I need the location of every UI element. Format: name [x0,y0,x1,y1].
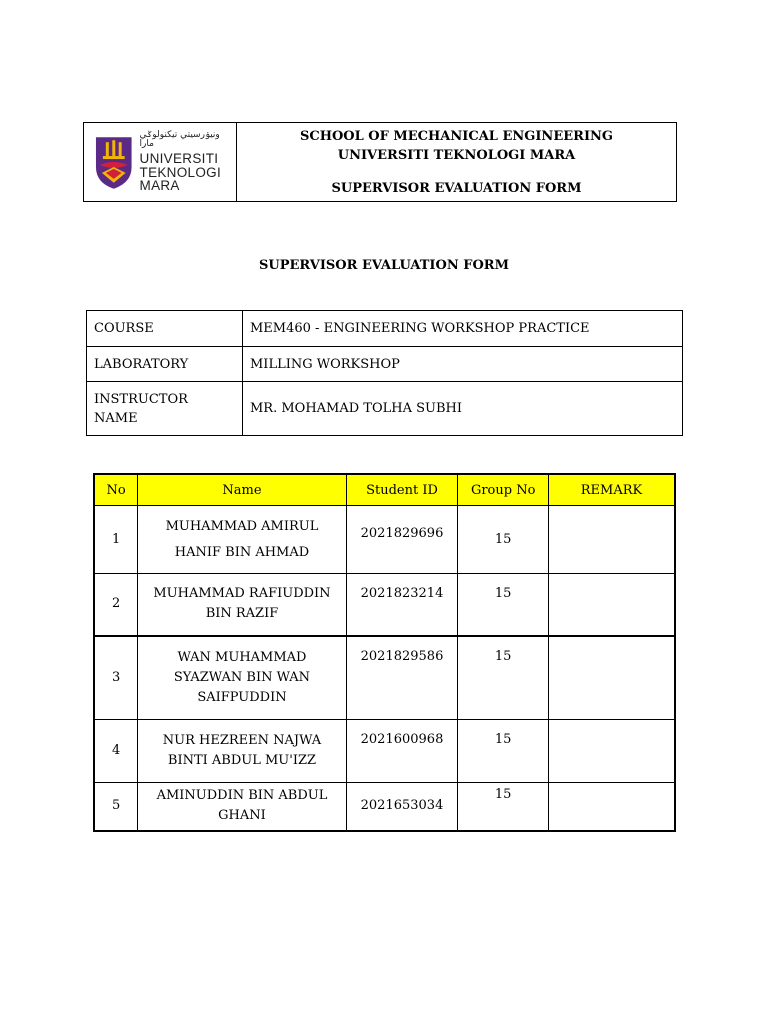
info-row-instructor [87,382,683,436]
row-number: 5 [94,783,138,831]
course-info-table [86,310,683,436]
university-logo [84,123,237,201]
school-name: SCHOOL OF MECHANICAL ENGINEERING [299,128,614,144]
table-row [94,720,675,783]
table-row [94,783,675,831]
table-row [94,506,675,574]
student-table-header [94,474,675,506]
info-label: LABORATORY [87,347,243,382]
student-id: 2021829696 [346,506,458,574]
student-name: WAN MUHAMMAD SYAZWAN BIN WAN SAIFPUDDIN [138,636,346,720]
row-number: 3 [94,636,138,720]
table-row [94,636,675,720]
row-number: 2 [94,574,138,636]
group-number: 15 [458,783,549,831]
student-id: 2021829586 [346,636,458,720]
logo-line-1: UNIVERSITI [139,151,219,167]
table-row [94,574,675,636]
row-number: 1 [94,506,138,574]
row-number: 4 [94,720,138,783]
student-name: AMINUDDIN BIN ABDUL GHANI [138,783,346,831]
header-title-block [237,123,676,201]
group-number: 15 [458,506,549,574]
remark-cell [548,783,675,831]
student-name: MUHAMMAD AMIRUL HANIF BIN AHMAD [138,506,346,574]
group-number: 15 [458,636,549,720]
info-label: INSTRUCTOR NAME [87,382,243,436]
student-name: NUR HEZREEN NAJWA BINTI ABDUL MU'IZZ [138,720,346,783]
column-header-name: Name [138,474,346,506]
column-header-no: No [94,474,138,506]
remark-cell [548,720,675,783]
logo-arabic-text: ونيۏرسيتي تيكنولوݢي مارا [139,130,220,150]
uitm-crest-icon [92,133,136,191]
remark-cell [548,636,675,720]
remark-cell [548,506,675,574]
logo-line-2: TEKNOLOGI [139,164,221,180]
info-row-course [87,311,683,347]
column-header-remark: REMARK [548,474,675,506]
info-value: MEM460 - ENGINEERING WORKSHOP PRACTICE [243,311,683,347]
column-header-group-no: Group No [458,474,549,506]
group-number: 15 [458,720,549,783]
remark-cell [548,574,675,636]
info-value: MR. MOHAMAD TOLHA SUBHI [243,382,683,436]
university-name: UNIVERSITI TEKNOLOGI MARA [337,147,576,163]
group-number: 15 [458,574,549,636]
logo-line-3: MARA [139,178,180,194]
form-heading: SUPERVISOR EVALUATION FORM [258,258,509,273]
logo-wordmark [140,131,236,193]
student-id: 2021823214 [346,574,458,636]
info-value: MILLING WORKSHOP [243,347,683,382]
student-id: 2021653034 [346,783,458,831]
info-row-laboratory [87,347,683,382]
student-table [93,473,676,832]
student-id: 2021600968 [346,720,458,783]
student-name: MUHAMMAD RAFIUDDIN BIN RAZIF [138,574,346,636]
column-header-student-id: Student ID [346,474,458,506]
document-header [83,122,677,202]
header-form-title: SUPERVISOR EVALUATION FORM [331,180,582,196]
info-label: COURSE [87,311,243,347]
